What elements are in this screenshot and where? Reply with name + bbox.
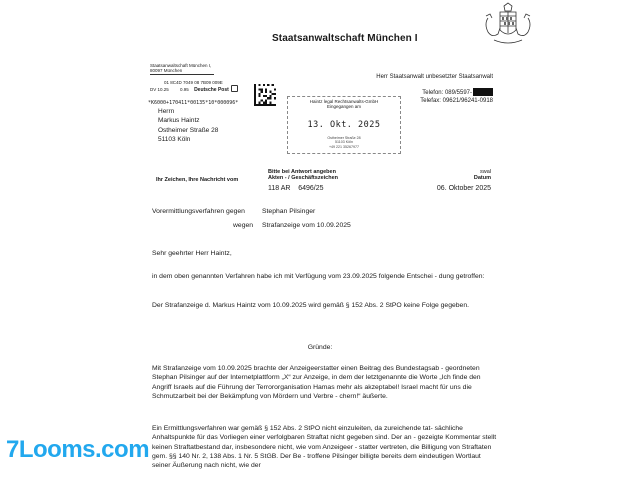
sender-divider: [150, 74, 214, 75]
please-state-line-1: Bitte bei Antwort angeben: [268, 169, 336, 175]
recipient-line: Herrn: [158, 108, 175, 115]
please-state-line-2: Akten - / Geschäftszeichen: [268, 175, 338, 182]
stamp-address: [287, 136, 401, 149]
stamp-label: Eingegangen am: [326, 104, 362, 109]
authority-title: Staatsanwaltschaft München I: [272, 33, 418, 44]
recipient-line: 51103 Köln: [158, 135, 191, 143]
date-label-2: Datum: [473, 175, 491, 182]
contact-phone: [422, 88, 493, 96]
your-reference-label: Ihr Zeichen, Ihre Nachricht vom: [156, 177, 239, 183]
recipient-address: [158, 107, 218, 144]
stamp-header: [287, 99, 401, 109]
datamatrix-code-icon: [254, 84, 276, 106]
sender-line-2: 80097 München: [150, 68, 183, 73]
paragraph-reasons-1: Mit Strafanzeige vom 10.09.2025 brachte der Anzeigeerstatter einen Beitrag des Bundestagsab - geordneten Stephan Pilsinger auf der Internetplattform „X“ zur Anzeige, in dem der letztgenannte die Worte „Ich finde den Angriff Israels auf die Führung der Terrororganisation Hamas mehr als akzeptabel! Israel macht für uns die Schmutzarbeit bei der Bekämpfung von Mördern und Verbre - chern!“ äußerte.: [152, 365, 481, 400]
date-label: [474, 169, 491, 182]
letter-date: 06. Oktober 2025: [436, 185, 491, 192]
contact-phone-text: Telefon: 089/5597-: [422, 90, 472, 96]
postage-brand: Deutsche Post: [194, 87, 229, 94]
postage-code: 01 8C4D 7049 08 7B09 009E: [164, 80, 223, 85]
stamp-firm: Haintz legal Rechtsanwalts-GmbH: [309, 99, 379, 104]
barcode-text: *K6000+170411*00135*10*000096*: [148, 100, 239, 106]
regarding-label: wegen: [233, 222, 254, 229]
postage-line: DV 10.25: [150, 87, 169, 93]
please-state-label: [268, 169, 338, 182]
reasons-heading: Gründe:: [307, 344, 333, 351]
contact-official: Herr Staatsanwalt unbesetzter Staatsanwalt: [376, 74, 493, 80]
regarding-value: Strafanzeige vom 10.09.2025: [262, 222, 351, 229]
site-watermark: 7Looms.com: [6, 436, 150, 463]
paragraph-decision: Der Strafanzeige d. Markus Haintz vom 10.09.2025 wird gemäß § 152 Abs. 2 StPO keine Folge gegeben.: [152, 302, 469, 309]
stamp-date: 13. Okt. 2025: [307, 120, 381, 130]
postage-price: 0.95: [180, 87, 189, 93]
paragraph-reasons-2: Ein Ermittlungsverfahren war gemäß § 152 Abs. 2 StPO nicht einzuleiten, da zureichende tat- sächliche Anhaltspunkte für das Vorliegen einer verfolgbaren Straftat nicht gegeben sind. Der an - gezeigte Kommentar stellt keinen Straftatbestand dar, insbesondere nicht, wie vom Anzeigeer - statter vertreten, die Billigung von Straftaten gem. §§ 140 Nr. 2, 138 Abs. 1 Nr. 5 StGB. Der Be - troffene Pilsinger billigte bereits dem eindeutigen Wortlaut seiner Äußerung nach nicht, wie der: [152, 425, 497, 470]
proceeding-label: Vorermittlungsverfahren gegen: [152, 208, 245, 215]
postage-block: [150, 80, 238, 93]
contact-fax: Telefax: 09621/96241-0918: [420, 98, 493, 104]
postage-row: [150, 85, 238, 93]
stamp-address-line: Ostheimer Straße 28: [327, 136, 361, 140]
file-number: 118 AR 6496/25: [268, 185, 324, 192]
salutation: Sehr geehrter Herr Haintz,: [152, 250, 232, 257]
stamp-address-line: +49 221 35267977: [328, 144, 360, 149]
sender-line-1: Staatsanwaltschaft München I,: [150, 63, 212, 68]
stamp-address-line: 51103 Köln: [335, 140, 353, 145]
paragraph-decision-intro: in dem oben genannten Verfahren habe ich mit Verfügung vom 23.09.2025 folgende Entschei - dung getroffen:: [152, 273, 485, 280]
received-stamp: [287, 96, 401, 154]
proceeding-value: Stephan Pilsinger: [262, 208, 316, 215]
coat-of-arms-icon: [480, 2, 536, 50]
sender-line: [150, 63, 211, 73]
recipient-line: Ostheimer Straße 28: [158, 126, 219, 134]
redaction-bar: [473, 88, 493, 96]
date-label-1: swal: [479, 169, 491, 175]
recipient-line: Markus Haintz: [158, 117, 200, 125]
post-horn-icon: [231, 85, 238, 92]
